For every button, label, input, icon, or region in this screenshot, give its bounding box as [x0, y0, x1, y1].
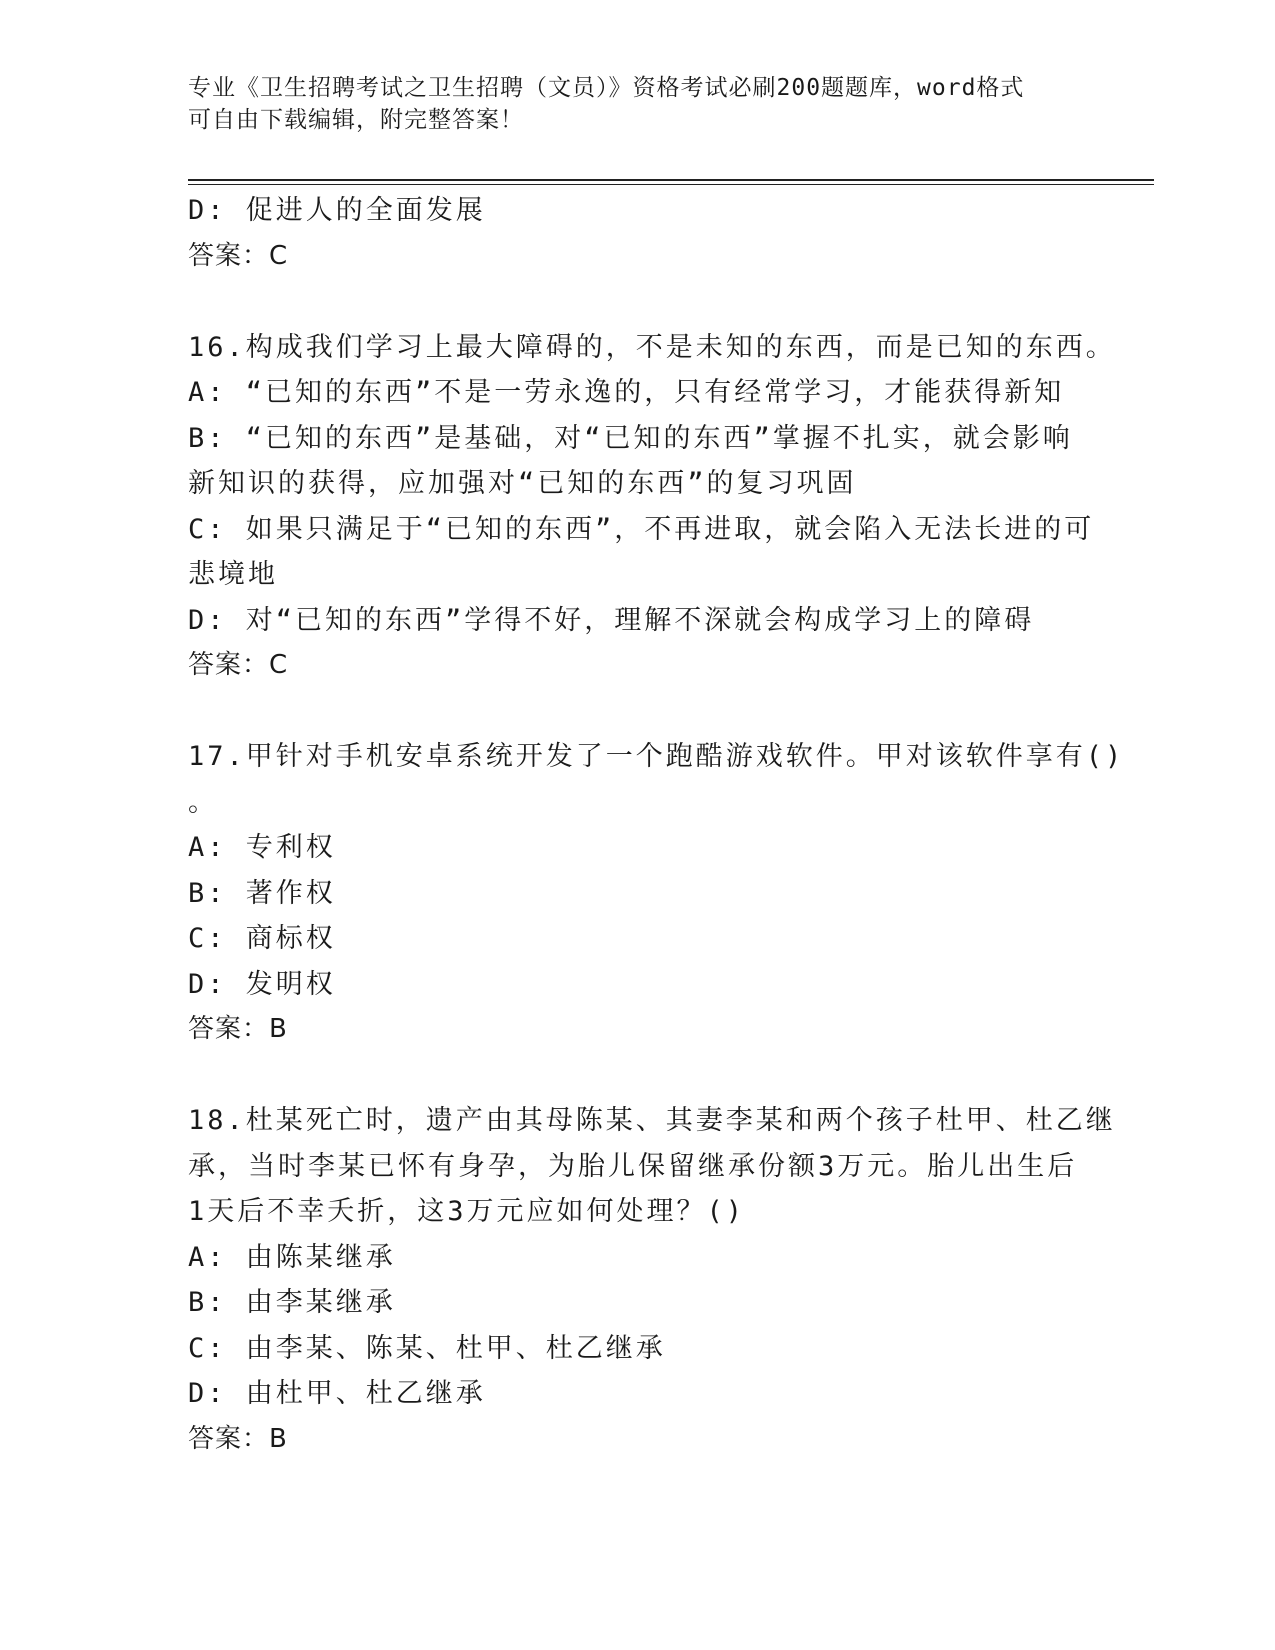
option-a: A: 由陈某继承	[188, 1241, 396, 1273]
option-b: B: 著作权	[188, 877, 336, 909]
header-line-1: 专业《卫生招聘考试之卫生招聘（文员）》资格考试必刷200题题库，word格式	[188, 75, 1025, 101]
option-a: A: “已知的东西”不是一劳永逸的，只有经常学习，才能获得新知	[188, 377, 1065, 408]
option-c: C: 商标权	[188, 923, 336, 954]
option-b-continued: 新知识的获得，应加强对“已知的东西”的复习巩固	[188, 468, 857, 499]
question-stem: 16.构成我们学习上最大障碍的，不是未知的东西，而是已知的东西。	[188, 331, 1116, 363]
question-stem: 18.杜某死亡时，遗产由其母陈某、其妻李某和两个孩子杜甲、杜乙继	[188, 1105, 1116, 1136]
spacer	[188, 279, 1088, 325]
option-c: C: 由李某、陈某、杜甲、杜乙继承	[188, 1332, 666, 1364]
question-stem: 17.甲针对手机安卓系统开发了一个跑酷游戏软件。甲对该软件享有()	[188, 741, 1125, 772]
option-d: D: 发明权	[188, 968, 336, 1000]
spacer	[188, 1053, 1088, 1099]
question-17	[188, 734, 1125, 1053]
option-d: D: 由杜甲、杜乙继承	[188, 1378, 486, 1409]
option-c: C: 如果只满足于“已知的东西”，不再进取，就会陷入无法长进的可	[188, 513, 1095, 545]
option-d: D: 促进人的全面发展	[188, 195, 486, 226]
header-divider-thick	[188, 179, 1154, 181]
option-b: B: 由李某继承	[188, 1287, 396, 1318]
spacer	[188, 689, 1088, 735]
question-stem-continued: 1天后不幸夭折，这3万元应如何处理？()	[188, 1196, 746, 1227]
question-stem-continued: 承，当时李某已怀有身孕，为胎儿保留继承份额3万元。胎儿出生后	[188, 1150, 1078, 1182]
header-divider-thin	[188, 184, 1154, 185]
question-16	[188, 325, 1116, 689]
question-18	[188, 1098, 1116, 1462]
option-a: A: 专利权	[188, 832, 336, 863]
document-header	[188, 72, 1068, 136]
previous-question-tail	[188, 188, 1088, 279]
question-stem-continued: 。	[188, 786, 218, 818]
question-content	[188, 188, 1125, 1462]
option-b: B: “已知的东西”是基础，对“已知的东西”掌握不扎实，就会影响	[188, 422, 1073, 454]
answer-label: 答案：C	[188, 240, 289, 271]
answer-label: 答案：C	[188, 650, 289, 680]
option-c-continued: 悲境地	[188, 559, 278, 590]
header-line-2: 可自由下载编辑，附完整答案！	[188, 107, 524, 133]
option-d: D: 对“已知的东西”学得不好，理解不深就会构成学习上的障碍	[188, 604, 1035, 636]
answer-label: 答案：B	[188, 1423, 288, 1454]
answer-label: 答案：B	[188, 1014, 288, 1044]
